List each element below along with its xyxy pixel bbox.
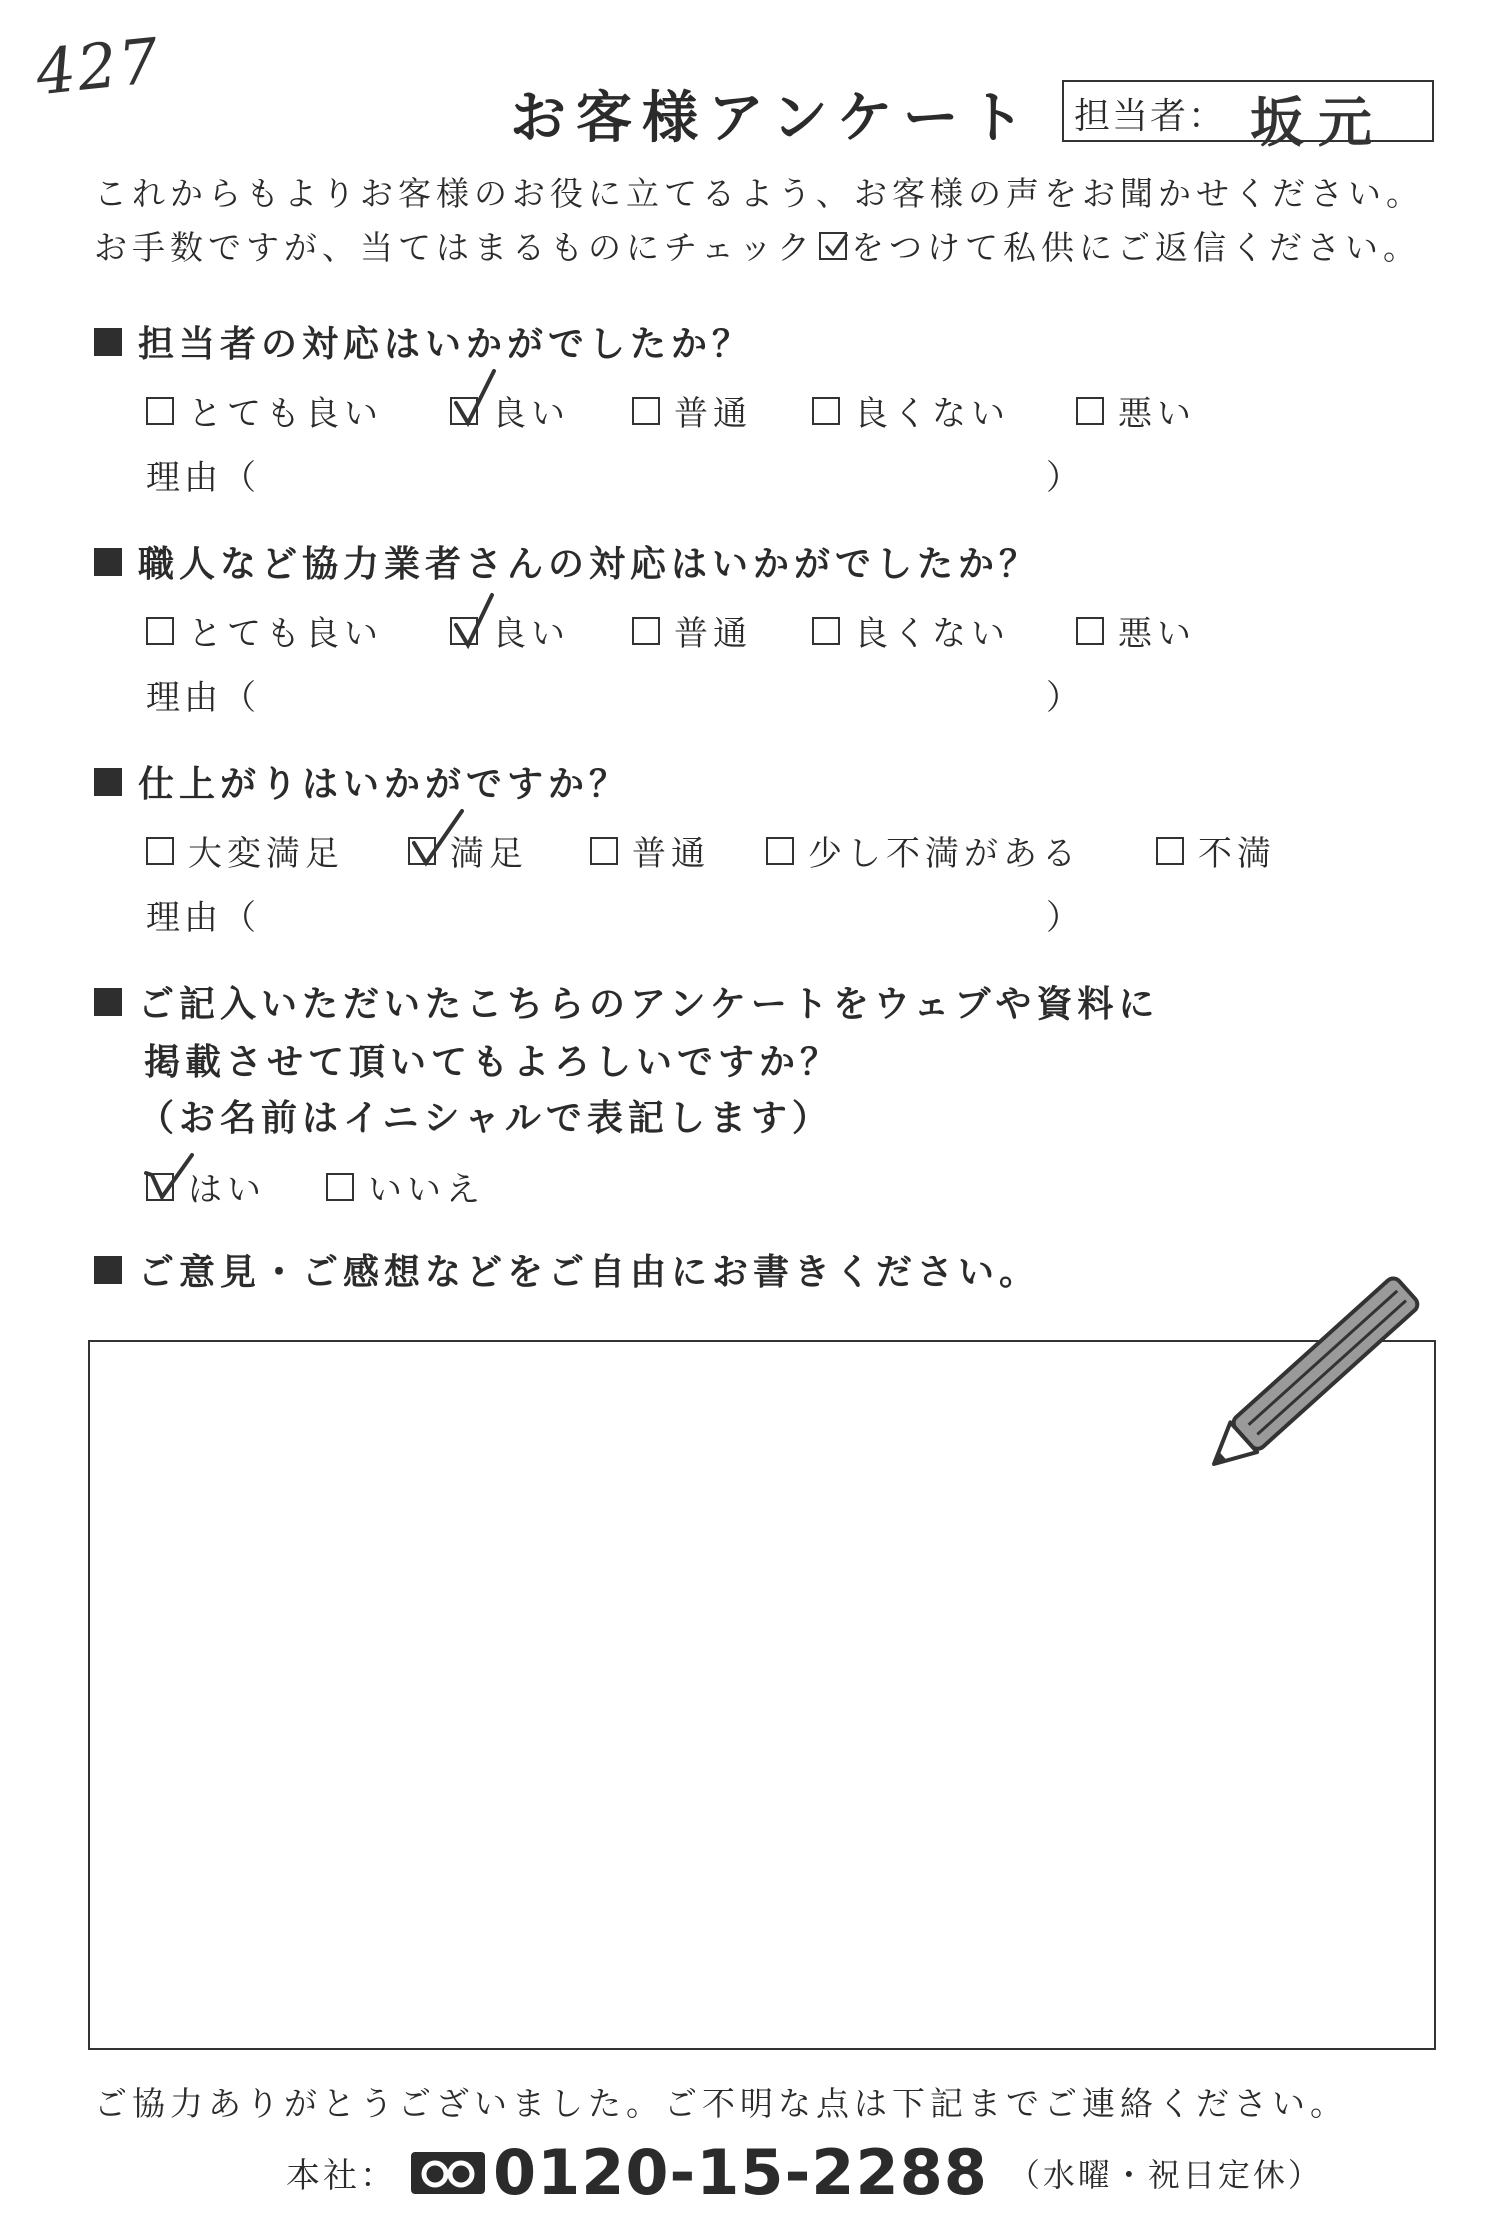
checkbox[interactable]: [1076, 397, 1104, 425]
checkbox-checked[interactable]: [146, 1173, 174, 1201]
option-label: とても良い: [188, 614, 383, 654]
checkbox[interactable]: [590, 837, 618, 865]
option-label: 良い: [492, 394, 570, 434]
contact-row: [286, 2136, 1323, 2209]
freedial-icon: [411, 2152, 485, 2194]
checkbox[interactable]: [812, 617, 840, 645]
q1-reason-close: ）: [1046, 458, 1080, 498]
checkbox-checked[interactable]: [408, 837, 436, 865]
phone-number[interactable]: 0120-15-2288: [493, 2136, 988, 2209]
checkbox-checked[interactable]: [450, 397, 478, 425]
pencil-icon: [1190, 1258, 1430, 1478]
q3-option-2[interactable]: [590, 826, 710, 875]
q2-option-4[interactable]: [1076, 606, 1196, 655]
q1-option-1[interactable]: [450, 386, 570, 435]
option-label: 良い: [492, 614, 570, 654]
handwritten-number: 427: [32, 23, 164, 110]
option-label: 悪い: [1118, 394, 1196, 434]
q3-reason-label: 理由（: [146, 898, 260, 938]
checkbox[interactable]: [1156, 837, 1184, 865]
business-hours: （水曜・祝日定休）: [1007, 2155, 1323, 2194]
question-3-text: 仕上がりはいかがですか？: [138, 764, 631, 805]
q2-option-1[interactable]: [450, 606, 570, 655]
bullet-square-icon: [94, 1256, 122, 1284]
q2-option-0[interactable]: [146, 606, 383, 655]
hq-label: 本社：: [286, 2156, 397, 2196]
bullet-square-icon: [94, 328, 122, 356]
q2-reason-label: 理由（: [146, 678, 260, 718]
question-5: [94, 1244, 1040, 1295]
question-2-text: 職人など協力業者さんの対応はいかがでしたか？: [138, 544, 1041, 585]
q3-option-3[interactable]: [766, 826, 1081, 875]
checkbox[interactable]: [812, 397, 840, 425]
q3-reason-close: ）: [1046, 898, 1080, 938]
bullet-square-icon: [94, 988, 122, 1016]
option-label: 普通: [674, 394, 752, 434]
intro-line-2: [94, 222, 1421, 269]
checkmark-icon: [452, 593, 522, 653]
q2-option-2[interactable]: [632, 606, 752, 655]
option-label: 普通: [674, 614, 752, 654]
q1-option-2[interactable]: [632, 386, 752, 435]
question-4-text-line-2: 掲載させて頂いてもよろしいですか？: [144, 1042, 842, 1083]
q1-option-3[interactable]: [812, 386, 1010, 435]
checkbox[interactable]: [1076, 617, 1104, 645]
option-label: はい: [188, 1170, 266, 1210]
question-3: [94, 756, 630, 807]
q4-option-yes[interactable]: [146, 1162, 266, 1211]
checkbox[interactable]: [146, 397, 174, 425]
q2-option-3[interactable]: [812, 606, 1010, 655]
option-label: 良くない: [854, 394, 1010, 434]
q1-option-0[interactable]: [146, 386, 383, 435]
intro-checkbox-icon: [819, 232, 847, 260]
footer-thanks: ご協力ありがとうございました。ご不明な点は下記までご連絡ください。: [94, 2084, 1348, 2123]
question-5-text: ご意見・ご感想などをご自由にお書きください。: [138, 1252, 1041, 1293]
option-label: 大変満足: [188, 834, 344, 874]
checkbox[interactable]: [632, 617, 660, 645]
q1-reason-label: 理由（: [146, 458, 260, 498]
q3-option-0[interactable]: [146, 826, 344, 875]
checkbox[interactable]: [146, 837, 174, 865]
option-label: 少し不満がある: [808, 834, 1081, 874]
checkmark-icon: [452, 369, 522, 429]
q4-option-no[interactable]: [326, 1162, 485, 1211]
intro-line-1: これからもよりお客様のお役に立てるよう、お客様の声をお聞かせください。: [94, 174, 1424, 213]
checkmark-icon: [823, 232, 849, 260]
question-2: [94, 536, 1040, 587]
checkmark-icon: [144, 1153, 214, 1213]
q3-option-1[interactable]: [408, 826, 528, 875]
question-4: [94, 976, 1159, 1027]
checkbox[interactable]: [326, 1173, 354, 1201]
staff-name-handwritten: 坂元: [1250, 90, 1386, 154]
question-4-text-line-3: （お名前はイニシャルで表記します）: [138, 1098, 833, 1139]
checkbox-checked[interactable]: [450, 617, 478, 645]
page-title: お客様アンケート: [510, 86, 1035, 151]
staff-label: 担当者：: [1074, 96, 1227, 137]
bullet-square-icon: [94, 548, 122, 576]
checkbox[interactable]: [146, 617, 174, 645]
option-label: 満足: [450, 834, 528, 874]
question-1-text: 担当者の対応はいかがでしたか？: [138, 324, 754, 365]
option-label: 悪い: [1118, 614, 1196, 654]
option-label: いいえ: [368, 1170, 485, 1210]
q3-option-4[interactable]: [1156, 826, 1276, 875]
intro-line-2-before: お手数ですが、当てはまるものにチェック: [94, 228, 816, 267]
checkmark-icon: [410, 809, 480, 869]
option-label: 良くない: [854, 614, 1010, 654]
checkbox[interactable]: [766, 837, 794, 865]
question-1: [94, 316, 753, 367]
q1-option-4[interactable]: [1076, 386, 1196, 435]
option-label: 不満: [1198, 834, 1276, 874]
option-label: 普通: [632, 834, 710, 874]
bullet-square-icon: [94, 768, 122, 796]
checkbox[interactable]: [632, 397, 660, 425]
question-4-text-line-1: ご記入いただいたこちらのアンケートをウェブや資料に: [138, 984, 1160, 1025]
q2-reason-close: ）: [1046, 678, 1080, 718]
option-label: とても良い: [188, 394, 383, 434]
intro-line-2-after: をつけて私供にご返信ください。: [851, 228, 1422, 267]
